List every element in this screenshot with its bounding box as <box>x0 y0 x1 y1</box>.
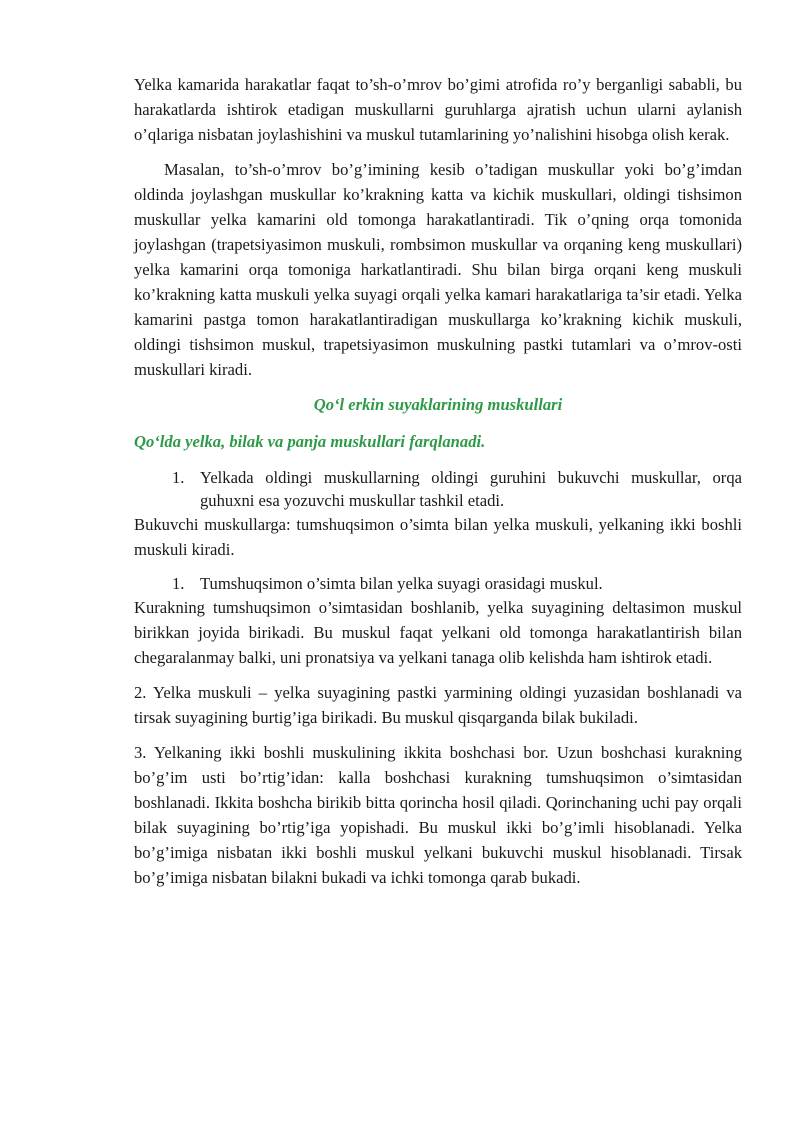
list-number: 1. <box>172 574 185 593</box>
paragraph-flexor-muscles: Bukuvchi muskullarga: tumshuqsimon o’simta bilan yelka muskuli, yelkaning ikki boshli muskuli kiradi. <box>134 515 742 559</box>
paragraph-coracobrachialis: Kurakning tumshuqsimon o’simtasidan boshlanib, yelka suyagining deltasimon muskul birikkan joyida birikadi. Bu muskul faqat yelkani old tomonga harakatlantirish bilan chegaralanmay balki, uni pronatsiya va yelkani tanaga olib kelishda ham ishtirok etadi. <box>134 598 742 667</box>
list-item-coracobrachialis <box>134 572 742 595</box>
document-page <box>134 72 742 890</box>
paragraph-brachialis: 2. Yelka muskuli – yelka suyagining pastki yarmining oldingi yuzasidan boshlanadi va tirsak suyagining burtig’iga birikadi. Bu muskul qisqarganda bilak bukiladi. <box>134 683 742 727</box>
list-text: Yelkada oldingi muskullarning oldingi guruhini bukuvchi muskullar, orqa guhuxni esa yozuvchi muskullar tashkil etadi. <box>200 468 742 510</box>
subsection-title: Qo‘lda yelka, bilak va panja muskullari farqlanadi. <box>134 432 486 451</box>
section-title: Qo‘l erkin suyaklarining muskullari <box>313 395 563 414</box>
list-number: 1. <box>172 468 185 487</box>
list-text: Tumshuqsimon o’simta bilan yelka suyagi orasidagi muskul. <box>200 574 603 593</box>
list-item-anterior-group <box>134 466 742 512</box>
paragraph-shoulder-girdle-intro: Yelka kamarida harakatlar faqat to’sh-o’mrov bo’gimi atrofida ro’y berganligi sababli, bu harakatlarda ishtirok etadigan muskullarni guruhlarga ajratish uchun ularni aylanish o’qlariga nisbatan joylashishini va muskul tutamlarining yo’nalishini hisobga olish kerak. <box>134 75 742 144</box>
paragraph-shoulder-girdle-example: Masalan, to’sh-o’mrov bo’g’imining kesib o’tadigan muskullar yoki bo’g’imdan oldinda joylashgan muskullar ko’krakning katta va kichik muskullari, oldingi tishsimon muskullar yelka kamarini old tomonga harakatlantiradi. Tik o’qning orqa tomonida joylashgan (trapetsiyasimon muskuli, rombsimon muskullar va orqaning keng muskullari) yelka kamarini orqa tomoniga harkatlantiradi. Shu bilan birga orqani keng muskuli ko’krakning katta muskuli yelka suyagi orqali yelka kamari harakatlariga ta’sir etadi. Yelka kamarini pastga tomon harakatlantiradigan muskullarga ko’krakning kichik muskuli, oldingi tishsimon muskul, trapetsiyasimon muskulning pastki tutamlari va o’mrov-osti muskullari kiradi. <box>134 160 742 379</box>
paragraph-biceps: 3. Yelkaning ikki boshli muskulining ikkita boshchasi bor. Uzun boshchasi kurakning bo’g’im usti bo’rtig’idan: kalla boshchasi kurakning tumshuqsimon o’simtasidan boshlanadi. Ikkita boshcha birikib bitta qorincha hosil qiladi. Qorinchaning uchi pay orqali bilak suyagining bo’rtig’iga yopishadi. Bu muskul ikki bo’g’imli hisoblanadi. Yelka bo’g’imiga nisbatan ikki boshli muskul yelkani bukuvchi muskul hisoblanadi. Tirsak bo’g’imiga nisbatan bilakni bukadi va ichki tomonga qarab bukadi. <box>134 743 742 887</box>
